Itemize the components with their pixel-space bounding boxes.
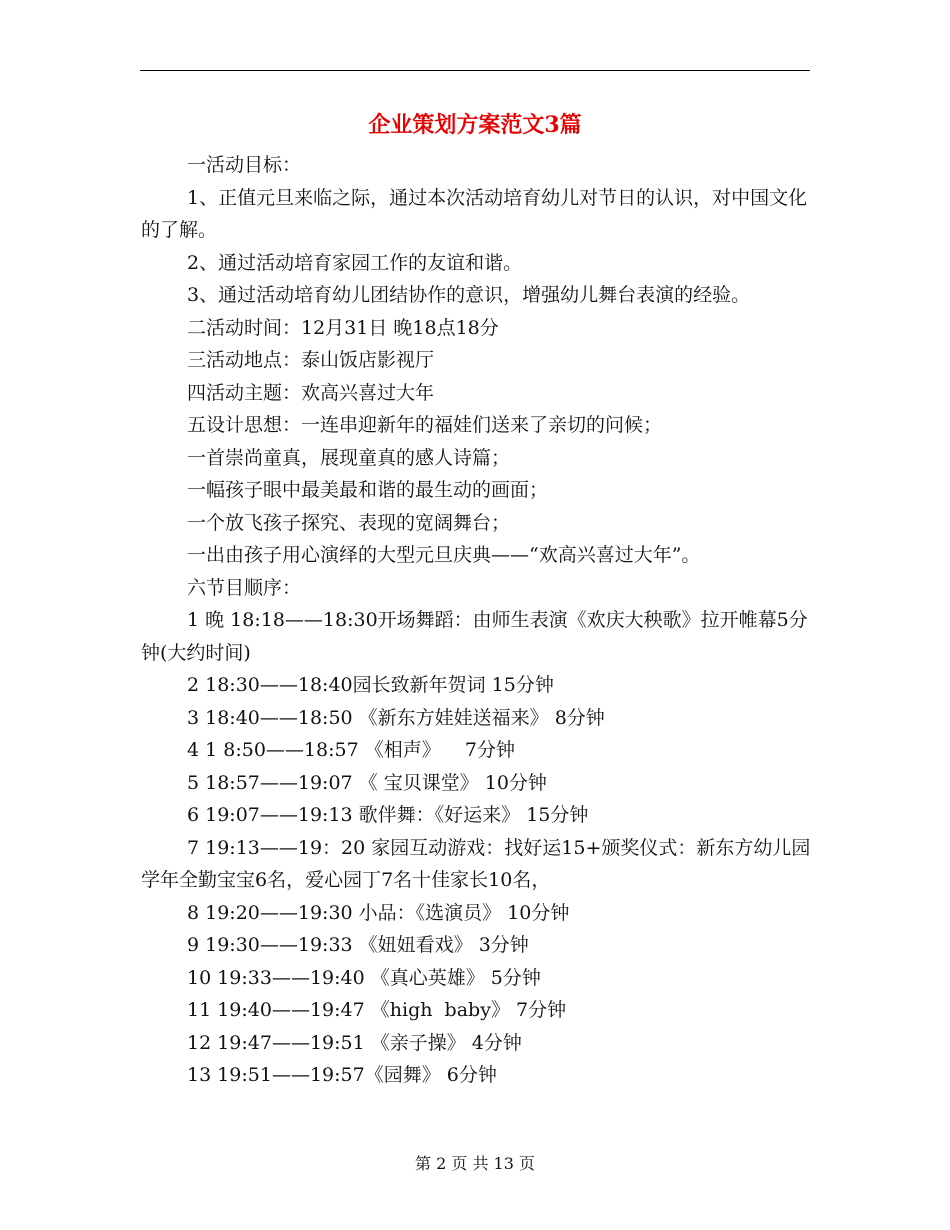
program-item: 6 19:07——19:13 歌伴舞：《好运来》 15分钟 <box>187 804 589 826</box>
paragraph: 一个放飞孩子探究、表现的宽阔舞台； <box>187 511 511 534</box>
program-item: 7 19:13——19：20 家园互动游戏：找好运15+颁奖仪式：新东方幼儿园学年全勤宝宝6名，爱心园丁7名十佳家长10名， <box>141 836 811 891</box>
paragraph: 一活动目标： <box>187 154 302 176</box>
program-item: 3 18:40——18:50 《新东方娃娃送福来》 8分钟 <box>187 706 605 729</box>
program-item: 2 18:30——18:40园长致新年贺词 15分钟 <box>187 674 554 696</box>
paragraph: 三活动地点：泰山饭店影视厅 <box>187 349 435 371</box>
program-item: 13 19:51——19:57《园舞》 6分钟 <box>187 1064 497 1086</box>
program-item: 5 18:57——19:07 《 宝贝课堂》 10分钟 <box>187 771 547 794</box>
paragraph: 3、通过活动培育幼儿团结协作的意识，增强幼儿舞台表演的经验。 <box>187 284 751 306</box>
program-item: 1 晚 18:18——18:30开场舞蹈：由师生表演《欢庆大秧歌》拉开帷幕5分钟(大约时间) <box>141 609 808 664</box>
document-title: 企业策划方案范文3篇 <box>368 112 582 138</box>
paragraph: 六节目顺序： <box>187 576 302 599</box>
paragraph: 一幅孩子眼中最美最和谐的最生动的画面； <box>187 479 549 501</box>
program-item: 11 19:40——19:47 《high baby》 7分钟 <box>187 999 567 1021</box>
program-item: 8 19:20——19:30 小品：《选演员》 10分钟 <box>187 901 570 924</box>
paragraph: 四活动主题：欢高兴喜过大年 <box>187 381 435 404</box>
header-rule <box>140 70 810 71</box>
paragraph: 五设计思想：一连串迎新年的福娃们送来了亲切的问候； <box>187 414 663 436</box>
paragraph: 一出由孩子用心演绎的大型元旦庆典——“欢高兴喜过大年”。 <box>187 544 701 566</box>
paragraph: 2、通过活动培育家园工作的友谊和谐。 <box>187 251 523 274</box>
page-number: 第 2 页 共 13 页 <box>415 1154 535 1173</box>
paragraph: 二活动时间：12月31日 晚18点18分 <box>187 316 499 339</box>
paragraph: 一首崇尚童真，展现童真的感人诗篇； <box>187 446 511 469</box>
program-item: 10 19:33——19:40 《真心英雄》 5分钟 <box>187 966 541 989</box>
document-body <box>141 149 813 1092</box>
program-item: 12 19:47——19:51 《亲子操》 4分钟 <box>187 1031 522 1054</box>
paragraph: 1、正值元旦来临之际，通过本次活动培育幼儿对节日的认识，对中国文化的了解。 <box>141 186 808 241</box>
program-item: 9 19:30——19:33 《妞妞看戏》 3分钟 <box>187 934 529 956</box>
program-item: 4 1 8:50——18:57 《相声》 7分钟 <box>187 739 515 761</box>
